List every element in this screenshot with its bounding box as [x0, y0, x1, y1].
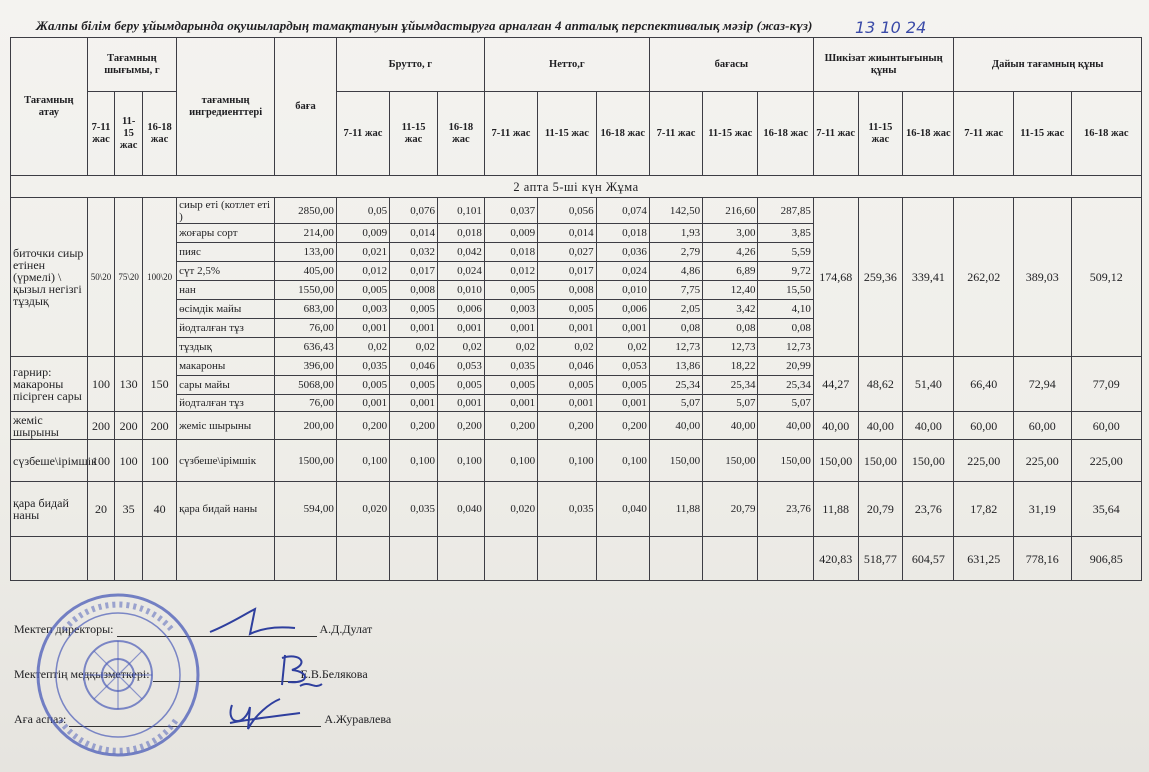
cost-value: 15,50 — [758, 281, 813, 300]
brutto-value: 0,02 — [390, 338, 438, 357]
brutto-value: 0,005 — [390, 300, 438, 319]
ready-cost-total: 66,40 — [954, 357, 1014, 412]
table-row — [11, 412, 1142, 440]
grand-total-ready: 631,25 — [954, 537, 1014, 581]
table-row — [11, 482, 1142, 537]
netto-value: 0,001 — [596, 395, 649, 412]
brutto-value: 0,100 — [437, 440, 484, 482]
netto-value: 0,008 — [538, 281, 597, 300]
day-label: 2 апта 5-ші күн Жұма — [11, 176, 1142, 198]
cost-value: 5,07 — [758, 395, 813, 412]
ingredient-name: макароны — [177, 357, 275, 376]
netto-value: 0,02 — [596, 338, 649, 357]
ingredient-name: сиыр еті (котлет еті ) — [177, 198, 275, 224]
empty-cell — [336, 537, 389, 581]
netto-value: 0,018 — [484, 243, 537, 262]
netto-value: 0,020 — [484, 482, 537, 537]
empty-cell — [484, 537, 537, 581]
cost-value: 6,89 — [703, 262, 758, 281]
header-cost: бағасы — [649, 38, 813, 92]
cost-value: 12,73 — [758, 338, 813, 357]
dish-portion: 200 — [143, 412, 177, 440]
empty-cell — [143, 537, 177, 581]
brutto-value: 0,035 — [390, 482, 438, 537]
cost-value: 25,34 — [758, 376, 813, 395]
cost-value: 2,05 — [649, 300, 702, 319]
dish-portion: 200 — [87, 412, 115, 440]
dish-portion: 50\20 — [87, 198, 115, 357]
netto-value: 0,003 — [484, 300, 537, 319]
brutto-value: 0,005 — [390, 376, 438, 395]
age-header: 7-11 жас — [484, 92, 537, 176]
ready-cost-total: 77,09 — [1071, 357, 1141, 412]
netto-value: 0,036 — [596, 243, 649, 262]
netto-value: 0,001 — [484, 319, 537, 338]
netto-value: 0,018 — [596, 224, 649, 243]
age-header: 11-15 жас — [858, 92, 903, 176]
ready-cost-total: 389,03 — [1014, 198, 1072, 357]
brutto-value: 0,032 — [390, 243, 438, 262]
netto-value: 0,024 — [596, 262, 649, 281]
ingredient-name: сүзбеше\ірімшік — [177, 440, 275, 482]
ingredient-name: сүт 2,5% — [177, 262, 275, 281]
brutto-value: 0,200 — [437, 412, 484, 440]
brutto-value: 0,100 — [336, 440, 389, 482]
netto-value: 0,006 — [596, 300, 649, 319]
brutto-value: 0,017 — [390, 262, 438, 281]
ingredient-name: өсімдік майы — [177, 300, 275, 319]
empty-cell — [538, 537, 597, 581]
netto-value: 0,02 — [538, 338, 597, 357]
ingredient-name: пияс — [177, 243, 275, 262]
ready-cost-total: 31,19 — [1014, 482, 1072, 537]
dish-portion: 40 — [143, 482, 177, 537]
netto-value: 0,056 — [538, 198, 597, 224]
brutto-value: 0,003 — [336, 300, 389, 319]
netto-value: 0,040 — [596, 482, 649, 537]
signature-role: Аға аспаз: — [14, 712, 67, 726]
netto-value: 0,035 — [484, 357, 537, 376]
dish-portion: 130 — [115, 357, 143, 412]
cost-value: 216,60 — [703, 198, 758, 224]
raw-cost-total: 40,00 — [813, 412, 858, 440]
brutto-value: 0,012 — [336, 262, 389, 281]
grand-total-ready: 906,85 — [1071, 537, 1141, 581]
cost-value: 150,00 — [649, 440, 702, 482]
cost-value: 25,34 — [649, 376, 702, 395]
ingredient-price: 594,00 — [275, 482, 337, 537]
netto-value: 0,005 — [484, 376, 537, 395]
cost-value: 7,75 — [649, 281, 702, 300]
cost-value: 18,22 — [703, 357, 758, 376]
header-portion: Тағамның шығымы, г — [87, 38, 176, 92]
brutto-value: 0,024 — [437, 262, 484, 281]
cost-value: 5,07 — [649, 395, 702, 412]
netto-value: 0,037 — [484, 198, 537, 224]
age-header: 16-18 жас — [143, 92, 177, 176]
brutto-value: 0,018 — [437, 224, 484, 243]
brutto-value: 0,02 — [336, 338, 389, 357]
ingredient-name: йодталған тұз — [177, 395, 275, 412]
netto-value: 0,005 — [484, 281, 537, 300]
netto-value: 0,074 — [596, 198, 649, 224]
raw-cost-total: 150,00 — [858, 440, 903, 482]
ingredient-name: қара бидай наны — [177, 482, 275, 537]
ingredient-price: 636,43 — [275, 338, 337, 357]
ingredient-name: сары майы — [177, 376, 275, 395]
brutto-value: 0,010 — [437, 281, 484, 300]
cost-value: 11,88 — [649, 482, 702, 537]
cost-value: 4,10 — [758, 300, 813, 319]
dish-name: қара бидай наны — [11, 482, 88, 537]
age-header: 16-18 жас — [596, 92, 649, 176]
brutto-value: 0,042 — [437, 243, 484, 262]
brutto-value: 0,008 — [390, 281, 438, 300]
brutto-value: 0,001 — [437, 319, 484, 338]
cost-value: 23,76 — [758, 482, 813, 537]
dish-portion: 75\20 — [115, 198, 143, 357]
ingredient-price: 76,00 — [275, 319, 337, 338]
header-dish-name: Тағамның атау — [11, 38, 88, 176]
netto-value: 0,001 — [484, 395, 537, 412]
dish-portion: 100 — [87, 357, 115, 412]
netto-value: 0,046 — [538, 357, 597, 376]
brutto-value: 0,200 — [390, 412, 438, 440]
cost-value: 0,08 — [758, 319, 813, 338]
header-raw-cost: Шикізат жиынтығының құны — [813, 38, 954, 92]
brutto-value: 0,05 — [336, 198, 389, 224]
grand-total-raw: 518,77 — [858, 537, 903, 581]
ingredient-price: 133,00 — [275, 243, 337, 262]
raw-cost-total: 23,76 — [903, 482, 954, 537]
empty-cell — [87, 537, 115, 581]
ingredient-price: 2850,00 — [275, 198, 337, 224]
dish-portion: 20 — [87, 482, 115, 537]
menu-table-body — [11, 176, 1142, 581]
ingredient-price: 405,00 — [275, 262, 337, 281]
signature-name: А.Д.Дулат — [319, 622, 373, 636]
signature-scribble-director — [200, 604, 300, 644]
signature-name: А.Журавлева — [324, 712, 392, 726]
brutto-value: 0,006 — [437, 300, 484, 319]
ready-cost-total: 60,00 — [1071, 412, 1141, 440]
brutto-value: 0,101 — [437, 198, 484, 224]
dish-portion: 100 — [143, 440, 177, 482]
raw-cost-total: 40,00 — [858, 412, 903, 440]
handwritten-date: 13 10 24 — [855, 18, 927, 37]
netto-value: 0,009 — [484, 224, 537, 243]
ready-cost-total: 72,94 — [1014, 357, 1072, 412]
document-title: Жалпы білім беру ұйымдарында оқушылардың тамақтануын ұйымдастыруға арналған 4 апталық перспективалық мәзір (жаз-күз) — [36, 18, 813, 33]
dish-name: биточки сиыр етінен (үрмелі) \ қызыл негізгі тұздық — [11, 198, 88, 357]
ready-cost-total: 509,12 — [1071, 198, 1141, 357]
grand-total-row — [11, 537, 1142, 581]
table-row — [11, 440, 1142, 482]
ingredient-price: 683,00 — [275, 300, 337, 319]
netto-value: 0,100 — [596, 440, 649, 482]
brutto-value: 0,001 — [437, 395, 484, 412]
empty-cell — [703, 537, 758, 581]
header-price: баға — [275, 38, 337, 176]
ingredient-name: жеміс шырыны — [177, 412, 275, 440]
header-ingredient: тағамның ингредиенттері — [177, 38, 275, 176]
cost-value: 3,42 — [703, 300, 758, 319]
raw-cost-total: 20,79 — [858, 482, 903, 537]
dish-portion: 100\20 — [143, 198, 177, 357]
netto-value: 0,001 — [538, 395, 597, 412]
brutto-value: 0,014 — [390, 224, 438, 243]
raw-cost-total: 40,00 — [903, 412, 954, 440]
cost-value: 9,72 — [758, 262, 813, 281]
age-header: 11-15 жас — [703, 92, 758, 176]
netto-value: 0,035 — [538, 482, 597, 537]
cost-value: 5,07 — [703, 395, 758, 412]
ingredient-price: 5068,00 — [275, 376, 337, 395]
netto-value: 0,053 — [596, 357, 649, 376]
dish-portion: 100 — [87, 440, 115, 482]
brutto-value: 0,009 — [336, 224, 389, 243]
cost-value: 2,79 — [649, 243, 702, 262]
cost-value: 4,26 — [703, 243, 758, 262]
raw-cost-total: 174,68 — [813, 198, 858, 357]
signature-role: Мектептің медқызметкері: — [14, 667, 150, 681]
age-header: 7-11 жас — [336, 92, 389, 176]
ready-cost-total: 60,00 — [954, 412, 1014, 440]
raw-cost-total: 150,00 — [813, 440, 858, 482]
age-header: 7-11 жас — [813, 92, 858, 176]
netto-value: 0,100 — [538, 440, 597, 482]
cost-value: 12,73 — [649, 338, 702, 357]
signature-scribble-chef — [220, 695, 310, 735]
header-brutto: Брутто, г — [336, 38, 484, 92]
grand-total-ready: 778,16 — [1014, 537, 1072, 581]
ready-cost-total: 35,64 — [1071, 482, 1141, 537]
raw-cost-total: 150,00 — [903, 440, 954, 482]
cost-value: 13,86 — [649, 357, 702, 376]
brutto-value: 0,001 — [390, 319, 438, 338]
empty-cell — [596, 537, 649, 581]
brutto-value: 0,053 — [437, 357, 484, 376]
ingredient-price: 214,00 — [275, 224, 337, 243]
ingredient-price: 200,00 — [275, 412, 337, 440]
brutto-value: 0,001 — [390, 395, 438, 412]
cost-value: 4,86 — [649, 262, 702, 281]
dish-portion: 100 — [115, 440, 143, 482]
cost-value: 12,73 — [703, 338, 758, 357]
table-row — [11, 357, 1142, 376]
raw-cost-total: 48,62 — [858, 357, 903, 412]
empty-cell — [758, 537, 813, 581]
ready-cost-total: 225,00 — [1071, 440, 1141, 482]
netto-value: 0,001 — [538, 319, 597, 338]
raw-cost-total: 51,40 — [903, 357, 954, 412]
brutto-value: 0,040 — [437, 482, 484, 537]
ingredient-price: 76,00 — [275, 395, 337, 412]
raw-cost-total: 339,41 — [903, 198, 954, 357]
cost-value: 0,08 — [703, 319, 758, 338]
brutto-value: 0,005 — [336, 376, 389, 395]
dish-name: сүзбеше\ірімшік — [11, 440, 88, 482]
cost-value: 40,00 — [758, 412, 813, 440]
brutto-value: 0,02 — [437, 338, 484, 357]
netto-value: 0,014 — [538, 224, 597, 243]
cost-value: 20,79 — [703, 482, 758, 537]
header-ready-cost: Дайын тағамның құны — [954, 38, 1142, 92]
brutto-value: 0,035 — [336, 357, 389, 376]
empty-cell — [649, 537, 702, 581]
brutto-value: 0,005 — [437, 376, 484, 395]
raw-cost-total: 259,36 — [858, 198, 903, 357]
ingredient-price: 396,00 — [275, 357, 337, 376]
ready-cost-total: 225,00 — [1014, 440, 1072, 482]
netto-value: 0,005 — [538, 376, 597, 395]
cost-value: 3,85 — [758, 224, 813, 243]
cost-value: 40,00 — [703, 412, 758, 440]
cost-value: 0,08 — [649, 319, 702, 338]
age-header: 11-15 жас — [115, 92, 143, 176]
age-header: 11-15 жас — [538, 92, 597, 176]
netto-value: 0,100 — [484, 440, 537, 482]
netto-value: 0,02 — [484, 338, 537, 357]
cost-value: 150,00 — [758, 440, 813, 482]
netto-value: 0,010 — [596, 281, 649, 300]
empty-cell — [275, 537, 337, 581]
brutto-value: 0,100 — [390, 440, 438, 482]
cost-value: 1,93 — [649, 224, 702, 243]
ready-cost-total: 225,00 — [954, 440, 1014, 482]
netto-value: 0,005 — [538, 300, 597, 319]
age-header: 7-11 жас — [954, 92, 1014, 176]
empty-cell — [11, 537, 88, 581]
ingredient-price: 1550,00 — [275, 281, 337, 300]
brutto-value: 0,200 — [336, 412, 389, 440]
ingredient-name: нан — [177, 281, 275, 300]
cost-value: 40,00 — [649, 412, 702, 440]
ready-cost-total: 60,00 — [1014, 412, 1072, 440]
ingredient-name: жоғары сорт — [177, 224, 275, 243]
dish-portion: 200 — [115, 412, 143, 440]
age-header: 7-11 жас — [649, 92, 702, 176]
signature-name: Е.В.Белякова — [300, 667, 368, 681]
ready-cost-total: 262,02 — [954, 198, 1014, 357]
brutto-value: 0,001 — [336, 319, 389, 338]
cost-value: 142,50 — [649, 198, 702, 224]
cost-value: 20,99 — [758, 357, 813, 376]
age-header: 16-18 жас — [1071, 92, 1141, 176]
brutto-value: 0,005 — [336, 281, 389, 300]
age-header: 16-18 жас — [903, 92, 954, 176]
ingredient-name: тұздық — [177, 338, 275, 357]
ready-cost-total: 17,82 — [954, 482, 1014, 537]
brutto-value: 0,020 — [336, 482, 389, 537]
dish-name: гарнир: макароны пісірген сары — [11, 357, 88, 412]
netto-value: 0,001 — [596, 319, 649, 338]
netto-value: 0,017 — [538, 262, 597, 281]
netto-value: 0,005 — [596, 376, 649, 395]
cost-value: 3,00 — [703, 224, 758, 243]
cost-value: 25,34 — [703, 376, 758, 395]
grand-total-raw: 420,83 — [813, 537, 858, 581]
netto-value: 0,200 — [596, 412, 649, 440]
age-header: 16-18 жас — [758, 92, 813, 176]
empty-cell — [115, 537, 143, 581]
brutto-value: 0,046 — [390, 357, 438, 376]
age-header: 11-15 жас — [1014, 92, 1072, 176]
brutto-value: 0,001 — [336, 395, 389, 412]
ingredient-price: 1500,00 — [275, 440, 337, 482]
brutto-value: 0,021 — [336, 243, 389, 262]
netto-value: 0,027 — [538, 243, 597, 262]
cost-value: 12,40 — [703, 281, 758, 300]
empty-cell — [437, 537, 484, 581]
ingredient-name: йодталған тұз — [177, 319, 275, 338]
netto-value: 0,200 — [538, 412, 597, 440]
empty-cell — [390, 537, 438, 581]
cost-value: 150,00 — [703, 440, 758, 482]
signature-role: Мектеп директоры: — [14, 622, 114, 636]
raw-cost-total: 44,27 — [813, 357, 858, 412]
empty-cell — [177, 537, 275, 581]
dish-portion: 150 — [143, 357, 177, 412]
netto-value: 0,012 — [484, 262, 537, 281]
table-row — [11, 198, 1142, 224]
signature-scribble-nurse — [270, 650, 330, 695]
age-header: 16-18 жас — [437, 92, 484, 176]
cost-value: 287,85 — [758, 198, 813, 224]
raw-cost-total: 11,88 — [813, 482, 858, 537]
age-header: 11-15 жас — [390, 92, 438, 176]
brutto-value: 0,076 — [390, 198, 438, 224]
netto-value: 0,200 — [484, 412, 537, 440]
grand-total-raw: 604,57 — [903, 537, 954, 581]
dish-name: жеміс шырыны — [11, 412, 88, 440]
header-netto: Нетто,г — [484, 38, 649, 92]
official-stamp-icon — [30, 590, 206, 760]
cost-value: 5,59 — [758, 243, 813, 262]
menu-table — [10, 37, 1142, 581]
dish-portion: 35 — [115, 482, 143, 537]
age-header: 7-11 жас — [87, 92, 115, 176]
